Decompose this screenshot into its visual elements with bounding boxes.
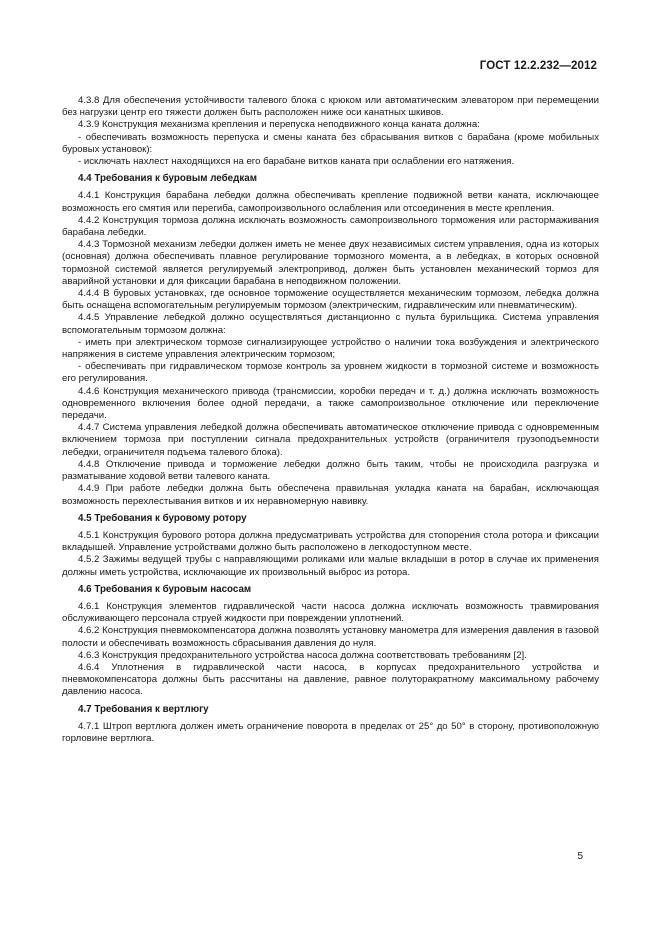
paragraph: 4.4.5 Управление лебедкой должно осуществляться дистанционно с пульта бурильщика. Система управления вспомогательным тормозом должна: <box>62 312 599 336</box>
paragraph: - исключать нахлест находящихся на его барабане витков каната при ослаблении его натяжения. <box>78 156 515 168</box>
paragraph: 4.6.3 Конструкция предохранительного устройства насоса должна соответствовать требованиям [2]. <box>78 649 527 661</box>
section-heading: 4.5 Требования к буровому ротору <box>78 512 247 524</box>
paragraph: 4.6.4 Уплотнения в гидравлической части насоса, в корпусах предохранительного устройства и пневмокомпенсатора должны быть рассчитаны на давление, равное полуторакратному максимальному рабочему давлению насоса. <box>62 661 599 698</box>
paragraph: 4.4.4 В буровых установках, где основное торможение осуществляется механическим тормозом, лебедка должна быть оснащена вспомогательным регулируемым тормозом (электрическим, гидравлическим или пневматическим). <box>62 288 599 312</box>
paragraph: - иметь при электрическом тормозе сигнализирующее устройство о наличии тока возбуждения и электрического напряжения в системе управления электрическим тормозом; <box>62 336 599 361</box>
section-heading: 4.7 Требования к вертлюгу <box>78 703 209 715</box>
paragraph: - обеспечивать при гидравлическом тормозе контроль за уровнем жидкости в тормозной системе и возможность его регулирования. <box>62 361 599 385</box>
paragraph: 4.6.2 Конструкция пневмокомпенсатора должна позволять установку манометра для измерения давления в газовой полости и обеспечивать возможность сбрасывания давления до нуля. <box>62 625 599 649</box>
paragraph: 4.4.8 Отключение привода и торможение лебедки должно быть таким, чтобы не происходила разгрузка и разматывание ходовой ветви талевого каната. <box>62 458 599 483</box>
standard-header: ГОСТ 12.2.232—2012 <box>479 60 597 72</box>
paragraph: 4.6.1 Конструкция элементов гидравлической части насоса должна исключать возможность травмирования обслуживающего персонала струей жидкости при повреждении уплотнений. <box>62 600 599 625</box>
document-body <box>62 95 599 745</box>
paragraph: 4.4.3 Тормозной механизм лебедки должен иметь не менее двух независимых систем управления, одна из которых (основная) должна обеспечивать плавное регулирование тормозного момента, а в лебедках, в которых основной тормозной системой является регулируемый электропривод, должен быть установлен механический тормоз для аварийной установки и для фиксации барабана в неподвижном положении. <box>62 239 599 287</box>
paragraph: 4.4.1 Конструкция барабана лебедки должна обеспечивать крепление подвижной ветви каната, исключающее возможность его смятия или перегиба, самопроизвольного ослабления или отсоединения в месте крепления. <box>62 190 599 214</box>
paragraph: 4.5.1 Конструкция бурового ротора должна предусматривать устройства для стопорения стола ротора и фиксации вкладышей. Управление устройствами должно быть расположено в легкодоступном месте. <box>62 529 599 554</box>
page-number: 5 <box>577 851 583 862</box>
paragraph: 4.4.7 Система управления лебедкой должна обеспечивать автоматическое отключение привода с одновременным включением тормоза при поступлении сигнала предохранительных устройств (ограничителя грузоподъемности лебедки, ограничителя подъема талевого блока). <box>62 422 599 458</box>
paragraph: 4.5.2 Зажимы ведущей трубы с направляющими роликами или малые вкладыши в ротор в случае их применения должны иметь устройства, исключающие их произвольный выброс из ротора. <box>62 554 599 578</box>
section-heading: 4.6 Требования к буровым насосам <box>78 583 252 595</box>
paragraph: - обеспечивать возможность перепуска и смены каната без сбрасывания витков с барабана (кроме мобильных буровых установок): <box>62 131 599 155</box>
paragraph: 4.3.8 Для обеспечения устойчивости талевого блока с крюком или автоматическим элеватором при перемещении без нагрузки центр его тяжести должен быть расположен ниже оси канатных шкивов. <box>62 95 599 119</box>
paragraph: 4.4.6 Конструкция механического привода (трансмиссии, коробки передач и т. д.) должна исключать возможность одновременного включения более одной передачи, а также самопроизвольное отключение или переключение передачи. <box>62 385 599 422</box>
section-heading: 4.4 Требования к буровым лебедкам <box>78 173 257 185</box>
paragraph: 4.3.9 Конструкция механизма крепления и перепуска неподвижного конца каната должна: <box>78 119 480 131</box>
paragraph: 4.7.1 Штроп вертлюга должен иметь ограничение поворота в пределах от 25° до 50° в сторону, противоположную горловине вертлюга. <box>62 720 599 744</box>
paragraph: 4.4.2 Конструкция тормоза должна исключать возможность самопроизвольного торможения или растормаживания барабана лебедки. <box>62 214 599 239</box>
paragraph: 4.4.9 При работе лебедки должна быть обеспечена правильная укладка каната на барабан, исключающая возможность перехлестывания витков и их неравномерную навивку. <box>62 483 599 507</box>
